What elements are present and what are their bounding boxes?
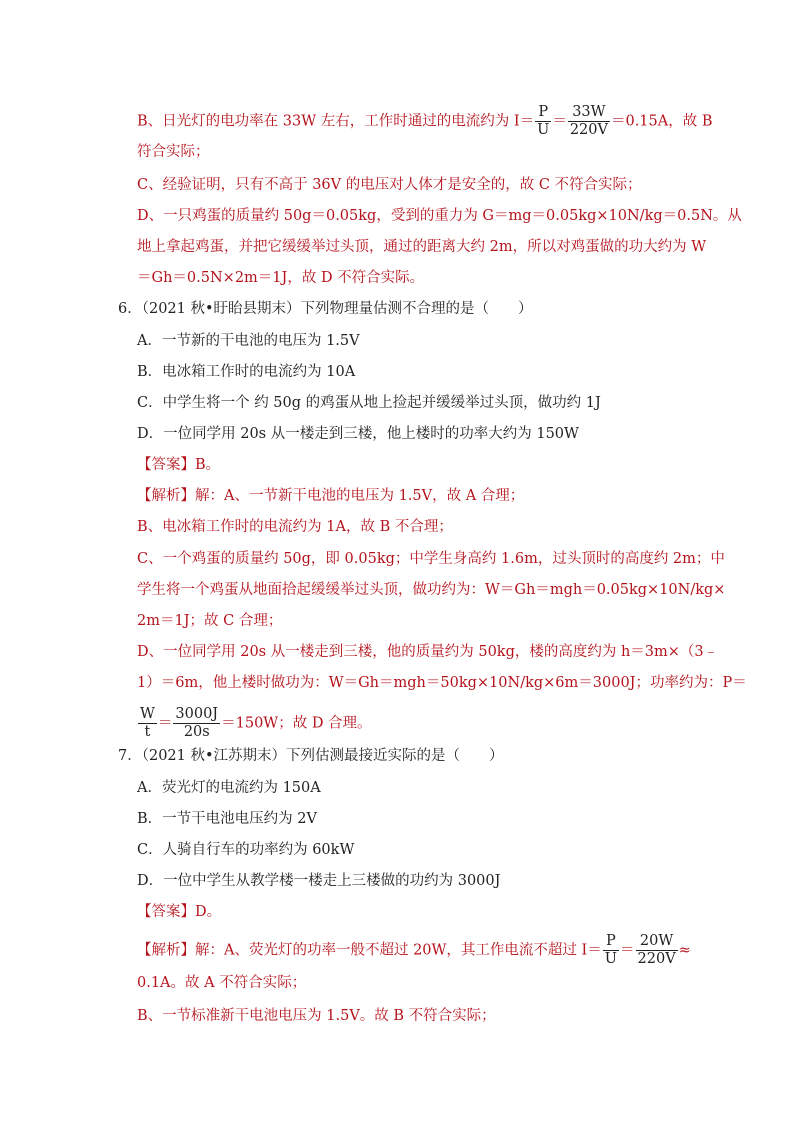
q7-option-d: D．一位中学生从教学楼一楼走上三楼做的功约为 3000J [137,873,501,889]
q6-option-a: A．一节新的干电池的电压为 1.5V [137,333,360,349]
q6-analysis-d-l2: 1）＝6m，他上楼时做功为：W＝Gh＝mgh＝50kg×10N/kg×6m＝3000J；功率约为：P＝ [137,675,747,691]
text: B、日光灯的电功率在 33W 左右，工作时通过的电流约为 I＝ [137,113,535,130]
q6-analysis-c-l1: C、一个鸡蛋的质量约 50g，即 0.05kg；中学生身高约 1.6m，过头顶时的高度约 2m；中 [137,551,725,567]
q6-analysis-b: B、电冰箱工作时的电流约为 1A，故 B 不合理； [137,519,453,535]
q5-option-d-analysis-l2: 地上拿起鸡蛋，并把它缓缓举过头顶，通过的距离大约 2m，所以对鸡蛋做的功大约为 W [137,239,707,255]
fraction-33w-over-220v: $\frac{33W}{220V}$ [569,104,608,138]
q5-option-d-analysis-l1: D、一只鸡蛋的质量约 50g＝0.05kg，受到的重力为 G＝mg＝0.05kg×10N/kg＝0.5N。从 [137,208,742,224]
fraction-w-over-t: $\frac{W}{t}$ [140,706,155,740]
q6-analysis-d-l1: D、一位同学用 20s 从一楼走到三楼，他的质量约为 50kg，楼的高度约为 h＝3m×（3﹣ [137,644,719,660]
q5-option-b-analysis-cont: 符合实际； [137,144,210,160]
q6-option-c: C．中学生将一个 约 50g 的鸡蛋从地上捡起并缓缓举过头顶，做功约 1J [137,395,601,411]
answer-tag: 【答案】 [137,904,195,920]
q7-option-c: C．人骑自行车的功率约为 60kW [137,842,355,858]
q6-analysis-c-l2: 学生将一个鸡蛋从地面拾起缓缓举过头顶，做功约为：W＝Gh＝mgh＝0.05kg×10N/kg× [137,582,726,598]
q7-option-a: A．荧光灯的电流约为 150A [137,780,321,796]
q7-analysis-a: 【解析】解：A、荧光灯的功率一般不超过 20W，其工作电流不超过 I＝ $\frac{P}{U}$ ＝ $\frac{20W}{220V}$ ≈ [137,933,691,967]
q7-analysis-a-cont: 0.1A。故 A 不符合实际； [137,975,307,991]
q6-option-d: D．一位同学用 20s 从一楼走到三楼，他上楼时的功率大约为 150W [137,426,579,442]
q7-analysis-b: B、一节标准新干电池电压为 1.5V。故 B 不符合实际； [137,1008,496,1024]
q5-option-c-analysis: C、经验证明，只有不高于 36V 的电压对人体才是安全的，故 C 不符合实际； [137,177,642,193]
analysis-tag: 【解析】 [137,942,195,959]
q7-answer [137,902,221,922]
q6-analysis-c-l3: 2m＝1J；故 C 合理； [137,613,283,629]
q5-option-b-analysis: B、日光灯的电功率在 33W 左右，工作时通过的电流约为 I＝ $\frac{P}{U}$ ＝ $\frac{33W}{220V}$ ＝0.15A，故 B [137,104,713,138]
q6-stem: 6．（2021 秋•盱眙县期末）下列物理量估测不合理的是（ ） [118,301,533,317]
analysis-tag: 【解析】 [137,488,195,504]
fraction-p-over-u: $\frac{P}{U}$ [537,104,550,138]
q6-option-b: B．电冰箱工作时的电流约为 10A [137,364,356,380]
answer-value: B。 [195,457,221,473]
answer-value: D。 [195,904,222,920]
fraction-3000j-over-20s: $\frac{3000J}{20s}$ [175,706,219,740]
q7-stem: 7．（2021 秋•江苏期末）下列估测最接近实际的是（ ） [118,748,504,764]
q7-option-b: B．一节干电池电压约为 2V [137,811,317,827]
q5-option-d-analysis-l3: ＝Gh＝0.5N×2m＝1J，故 D 不符合实际。 [137,270,425,286]
q6-answer [137,455,220,475]
fraction-p-over-u: $\frac{P}{U}$ [604,933,618,967]
q6-analysis-a: 【解析】解：A、一节新干电池的电压为 1.5V，故 A 合理； [137,488,525,504]
fraction-20w-over-220v: $\frac{20W}{220V}$ [637,933,676,967]
answer-tag: 【答案】 [137,457,195,473]
q6-analysis-d-l3: $\frac{W}{t}$ ＝ $\frac{3000J}{20s}$ ＝150W；故 D 合理。 [140,706,372,740]
